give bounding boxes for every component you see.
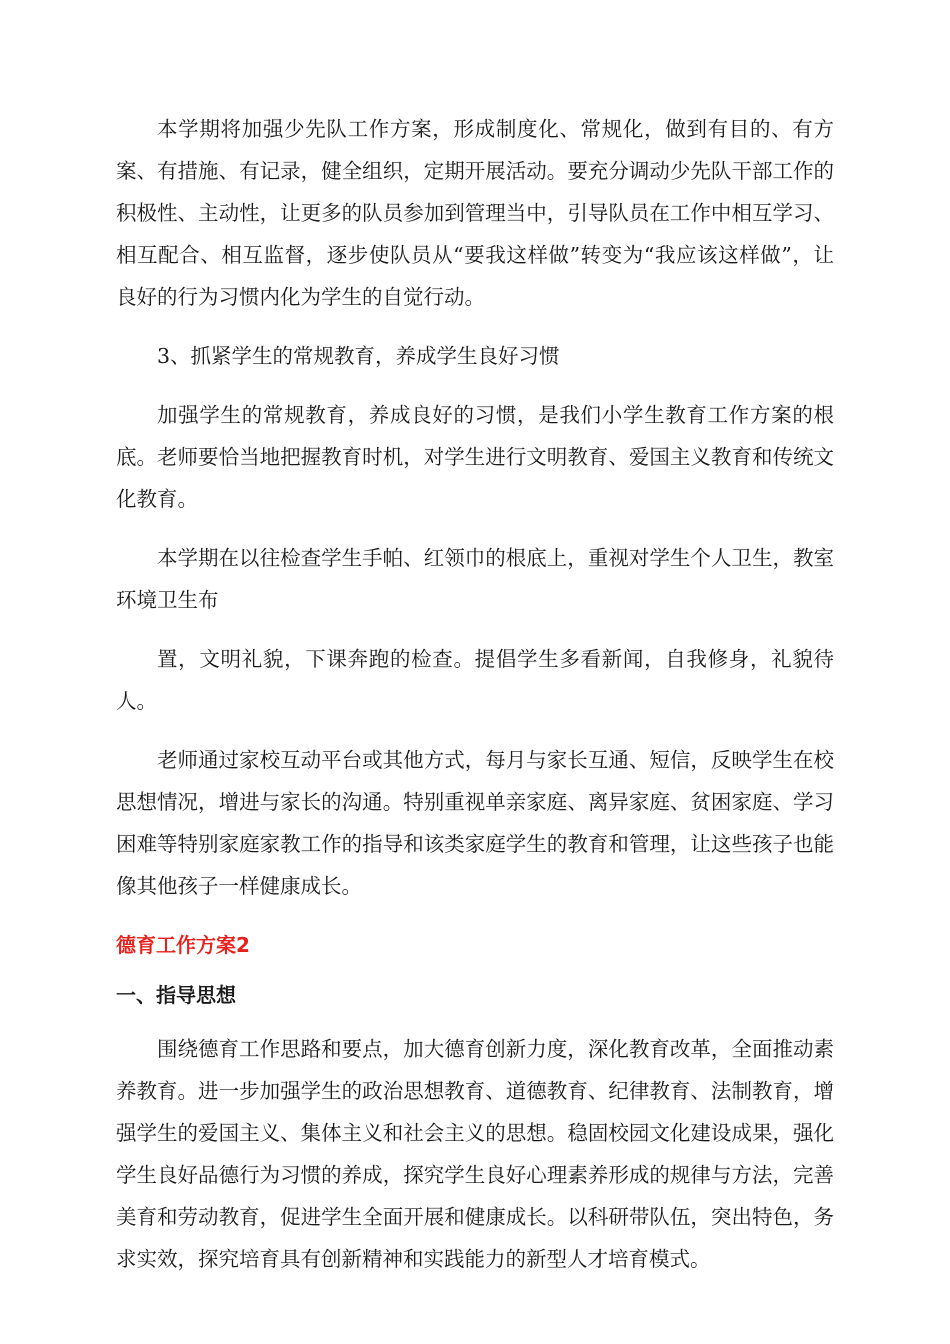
document-page xyxy=(116,108,834,1297)
subsection-title: 一、指导思想 xyxy=(116,983,236,1007)
paragraph-guiding-ideology: 围绕德育工作思路和要点，加大德育创新力度，深化教育改革，全面推动素养教育。进一步加强学生的政治思想教育、道德教育、纪律教育、法制教育，增强学生的爱国主义、集体主义和社会主义的思想。稳固校园文化建设成果，强化学生良好品德行为习惯的养成，探究学生良好心理素养形成的规律与方法，完善美育和劳动教育，促进学生全面开展和健康成长。以科研带队伍，突出特色，务求实效，探究培育具有创新精神和实践能力的新型人才培育模式。 xyxy=(116,1037,834,1271)
paragraph-home-school: 老师通过家校互动平台或其他方式，每月与家长互通、短信，反映学生在校思想情况，增进与家长的沟通。特别重视单亲家庭、离异家庭、贫困家庭、学习困难等特别家庭家教工作的指导和该类家庭学生的教育和管理，让这些孩子也能像其他孩子一样健康成长。 xyxy=(116,748,834,898)
section-title: 德育工作方案2 xyxy=(116,933,250,957)
paragraph-youth-pioneers: 本学期将加强少先队工作方案，形成制度化、常规化，做到有目的、有方案、有措施、有记录，健全组织，定期开展活动。要充分调动少先队干部工作的积极性、主动性，让更多的队员参加到管理当中，引导队员在工作中相互学习、相互配合、相互监督，逐步使队员从“要我这样做”转变为“我应该这样做”，让良好的行为习惯内化为学生的自觉行动。 xyxy=(116,117,834,309)
paragraph-routine-education: 加强学生的常规教育，养成良好的习惯，是我们小学生教育工作方案的根底。老师要恰当地把握教育时机，对学生进行文明教育、爱国主义教育和传统文化教育。 xyxy=(116,403,834,511)
paragraph-item-3-heading: 3、抓紧学生的常规教育，养成学生良好习惯 xyxy=(157,344,560,368)
paragraph-hygiene-check-part1: 本学期在以往检查学生手帕、红领巾的根底上，重视对学生个人卫生，教室环境卫生布 xyxy=(116,546,834,612)
paragraph-hygiene-check-part2: 置，文明礼貌，下课奔跑的检查。提倡学生多看新闻，自我修身，礼貌待人。 xyxy=(116,647,834,713)
